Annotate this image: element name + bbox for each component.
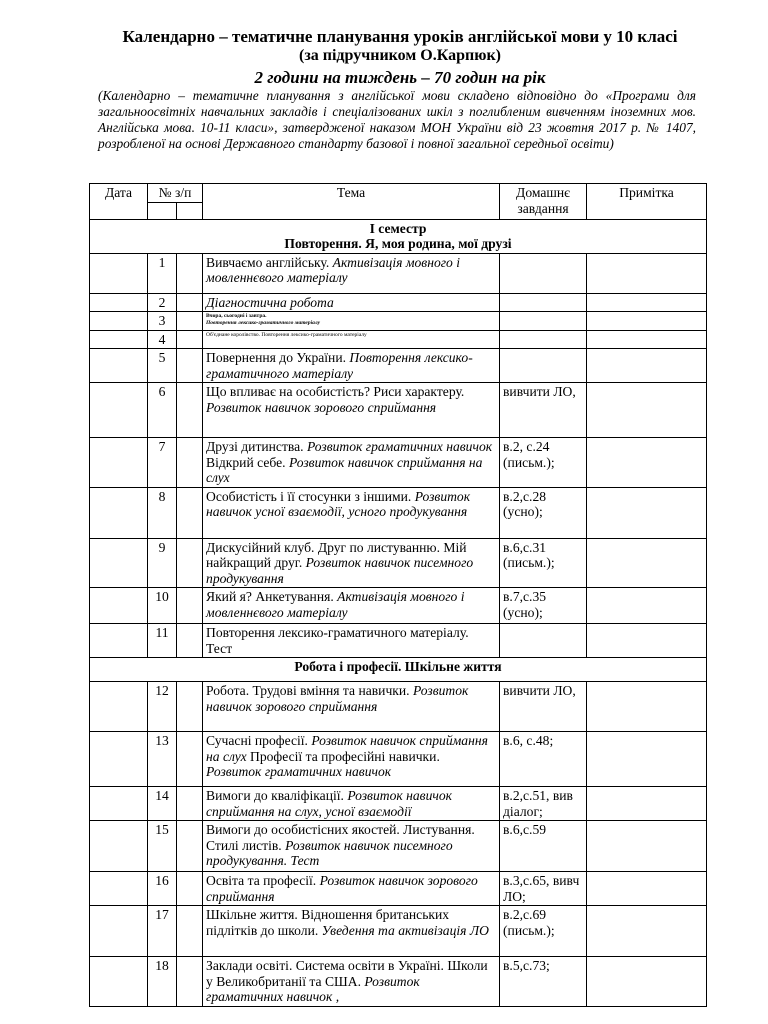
topic-method: Розвиток навичок усної взаємодії, усного продукування xyxy=(206,488,471,519)
topic-method: Активізація мовного і мовленнєвого матеріалу xyxy=(206,589,465,620)
sub-number-cell xyxy=(177,330,203,349)
table-row xyxy=(90,787,707,821)
note-cell xyxy=(587,624,707,658)
topic-text: Освіта та професії. xyxy=(206,873,320,888)
homework-cell xyxy=(500,624,587,658)
header-topic: Тема xyxy=(203,184,500,220)
homework-cell: в.2,с.51, вив діалог; xyxy=(500,787,587,821)
topic-method: Розвиток навичок зорового сприймання xyxy=(206,873,478,904)
intro-paragraph: (Календарно – тематичне планування з англійської мови складено відповідно до «Програми для загальноосвітніх навчальних закладів і спеціалізованих шкіл з поглибленим вивченням іноземних мов. Англійська мова. 10-11 класи», затвердженої наказом МОН України від 23 жовтня 2017 р. № 1407, розробленої на основі Державного стандарту базової і повної загальної середньої освіти) xyxy=(98,88,696,151)
lesson-topic xyxy=(203,487,500,538)
note-cell xyxy=(587,821,707,872)
homework-cell: в.2,с.69 (письм.); xyxy=(500,906,587,957)
date-cell xyxy=(90,538,148,588)
homework-cell: в.3,с.65, вивч ЛО; xyxy=(500,872,587,906)
lesson-topic xyxy=(203,872,500,906)
topic-text: Професії та професійні навички. xyxy=(246,748,440,764)
topic-text: Що впливає на особистість? Риси характеру. xyxy=(206,384,465,399)
date-cell xyxy=(90,957,148,1007)
date-cell xyxy=(90,487,148,538)
homework-cell: в.6, с.48; xyxy=(500,732,587,787)
note-cell xyxy=(587,330,707,349)
homework-cell: в.2,с.28 (усно); xyxy=(500,487,587,538)
header-note: Примітка xyxy=(587,184,707,220)
topic-method: Розвиток навичок сприймання на слух, усної взаємодії xyxy=(206,788,453,819)
table-row xyxy=(90,312,707,331)
topic-method: Повторення лексико-граматичного матеріалу xyxy=(206,350,473,381)
sub-number-cell xyxy=(177,872,203,906)
sub-number-cell xyxy=(177,312,203,331)
topic-method: Розвиток навичок сприймання на слух xyxy=(206,454,483,485)
topic-text: Відкрий себе. xyxy=(206,454,289,470)
lesson-topic xyxy=(203,732,500,787)
topic-method: Активізація мовного і мовленнєвого матеріалу xyxy=(206,254,461,285)
header-num-sub-2 xyxy=(177,202,203,219)
lesson-topic xyxy=(203,821,500,872)
document-subtitle: (за підручником О.Карпюк) xyxy=(299,47,501,64)
lesson-topic xyxy=(203,253,500,293)
homework-cell xyxy=(500,349,587,383)
lesson-topic xyxy=(203,682,500,732)
date-cell xyxy=(90,821,148,872)
topic-method: Діагностична робота xyxy=(206,294,334,310)
topic-text: Особистість і її стосунки з іншими. xyxy=(206,488,415,504)
lesson-topic xyxy=(203,330,500,349)
topic-text: Вимоги до кваліфікації. xyxy=(206,788,348,803)
table-row xyxy=(90,957,707,1007)
topic-method: Розвиток навичок писемного продукування xyxy=(206,555,474,586)
topic-text: Вчора, сьогодні і завтра. xyxy=(206,313,267,319)
lesson-number: 10 xyxy=(148,588,177,624)
sub-number-cell xyxy=(177,538,203,588)
note-cell xyxy=(587,682,707,732)
sub-number-cell xyxy=(177,588,203,624)
lesson-number: 8 xyxy=(148,487,177,538)
sub-number-cell xyxy=(177,682,203,732)
lesson-number: 3 xyxy=(148,312,177,331)
table-row xyxy=(90,438,707,488)
sub-number-cell xyxy=(177,383,203,438)
lesson-topic xyxy=(203,787,500,821)
lesson-number: 12 xyxy=(148,682,177,732)
lesson-number: 15 xyxy=(148,821,177,872)
semester-label: І семестр xyxy=(369,220,427,236)
topic-text: Об'єднане королівство. Повторення лексико-граматичного матеріалу xyxy=(206,331,367,338)
topic-text: Робота. Трудові вміння та навички. xyxy=(206,683,413,698)
note-cell xyxy=(587,487,707,538)
sub-number-cell xyxy=(177,957,203,1007)
note-cell xyxy=(587,312,707,331)
table-row xyxy=(90,906,707,957)
header-homework: Домашнє завдання xyxy=(500,184,587,220)
topic-text: Шкільне життя. Відношення британських підлітків до школи. xyxy=(206,907,450,938)
topic-method: Розвиток навичок зорового сприймання xyxy=(206,399,437,415)
date-cell xyxy=(90,312,148,331)
topic-method: Розвиток навичок зорового сприймання xyxy=(206,683,469,714)
table-row xyxy=(90,349,707,383)
lesson-topic xyxy=(203,349,500,383)
document-title: Календарно – тематичне планування уроків англійської мови у 10 класі xyxy=(122,27,678,46)
topic-method: Розвиток граматичних навичок , xyxy=(206,973,420,1004)
homework-cell xyxy=(500,312,587,331)
table-row xyxy=(90,487,707,538)
table-row xyxy=(90,624,707,658)
date-cell xyxy=(90,349,148,383)
sub-number-cell xyxy=(177,821,203,872)
topic-method: Повторення лексико-граматичного матеріалу xyxy=(206,320,321,326)
topic-text: Який я? Анкетування. xyxy=(206,589,338,604)
table-row xyxy=(90,588,707,624)
topic-method: Розвиток граматичних навичок xyxy=(306,439,493,454)
header-num-sub-1 xyxy=(148,202,177,219)
lesson-number: 18 xyxy=(148,957,177,1007)
sub-number-cell xyxy=(177,787,203,821)
note-cell xyxy=(587,349,707,383)
note-cell xyxy=(587,872,707,906)
note-cell xyxy=(587,293,707,312)
homework-cell xyxy=(500,293,587,312)
date-cell xyxy=(90,293,148,312)
lesson-number: 13 xyxy=(148,732,177,787)
homework-cell xyxy=(500,330,587,349)
homework-cell: в.7,с.35 (усно); xyxy=(500,588,587,624)
homework-cell: в.5,с.73; xyxy=(500,957,587,1007)
note-cell xyxy=(587,538,707,588)
topic-text: Повернення до України. xyxy=(206,350,350,365)
table-row xyxy=(90,821,707,872)
lesson-topic xyxy=(203,588,500,624)
date-cell xyxy=(90,588,148,624)
lesson-topic xyxy=(203,957,500,1007)
topic-text: Друзі дитинства. xyxy=(206,439,307,454)
note-cell xyxy=(587,732,707,787)
sub-number-cell xyxy=(177,349,203,383)
note-cell xyxy=(587,253,707,293)
sub-number-cell xyxy=(177,293,203,312)
homework-cell: в.6,с.59 xyxy=(500,821,587,872)
lesson-number: 2 xyxy=(148,293,177,312)
date-cell xyxy=(90,732,148,787)
table-row xyxy=(90,872,707,906)
header-date: Дата xyxy=(90,184,148,220)
lesson-number: 1 xyxy=(148,253,177,293)
note-cell xyxy=(587,383,707,438)
table-row xyxy=(90,538,707,588)
homework-cell: в.6,с.31 (письм.); xyxy=(500,538,587,588)
lesson-topic xyxy=(203,906,500,957)
homework-cell: вивчити ЛО, xyxy=(500,383,587,438)
date-cell xyxy=(90,438,148,488)
note-cell xyxy=(587,957,707,1007)
sub-number-cell xyxy=(177,906,203,957)
header-num: № з/п xyxy=(148,184,203,203)
homework-cell: в.2, с.24 (письм.); xyxy=(500,438,587,488)
lesson-number: 17 xyxy=(148,906,177,957)
table-row xyxy=(90,383,707,438)
note-cell xyxy=(587,588,707,624)
date-cell xyxy=(90,872,148,906)
table-row xyxy=(90,732,707,787)
lesson-number: 16 xyxy=(148,872,177,906)
topic-text: Дискусійний клуб. Друг по листуванню. Мій найкращий друг. xyxy=(206,539,467,570)
section-title: Робота і професії. Шкільне життя xyxy=(90,658,707,682)
sub-number-cell xyxy=(177,487,203,538)
sub-number-cell xyxy=(177,438,203,488)
hours-per-year: 2 години на тиждень – 70 годин на рік xyxy=(254,68,546,87)
lesson-topic xyxy=(203,383,500,438)
topic-text: Заклади освіті. Система освіти в Україні. Школи у Великобританії та США. xyxy=(206,958,488,989)
table-row xyxy=(90,682,707,732)
lesson-number: 4 xyxy=(148,330,177,349)
section-title: Повторення. Я, моя родина, мої друзі xyxy=(284,236,512,251)
homework-cell xyxy=(500,253,587,293)
sub-number-cell xyxy=(177,253,203,293)
topic-method: Розвиток граматичних навичок xyxy=(206,764,392,779)
date-cell xyxy=(90,787,148,821)
lesson-topic xyxy=(203,624,500,658)
date-cell xyxy=(90,383,148,438)
topic-method: Розвиток навичок сприймання на слух xyxy=(206,733,488,764)
sub-number-cell xyxy=(177,732,203,787)
plan-table xyxy=(89,183,707,1007)
topic-text: Вимоги до особистісних якостей. Листування. Стилі листів. xyxy=(206,822,475,853)
lesson-topic xyxy=(203,312,500,331)
date-cell xyxy=(90,906,148,957)
table-row xyxy=(90,253,707,293)
lesson-number: 14 xyxy=(148,787,177,821)
topic-text: Вивчаємо англійську. xyxy=(206,254,333,270)
table-row xyxy=(90,293,707,312)
topic-method: Уведення та активізація ЛО xyxy=(321,922,489,938)
lesson-number: 5 xyxy=(148,349,177,383)
sub-number-cell xyxy=(177,624,203,658)
lesson-number: 6 xyxy=(148,383,177,438)
homework-cell: вивчити ЛО, xyxy=(500,682,587,732)
date-cell xyxy=(90,330,148,349)
topic-text: Повторення лексико-граматичного матеріалу. Тест xyxy=(206,625,469,656)
date-cell xyxy=(90,253,148,293)
lesson-topic xyxy=(203,438,500,488)
note-cell xyxy=(587,438,707,488)
lesson-number: 11 xyxy=(148,624,177,658)
lesson-number: 9 xyxy=(148,538,177,588)
note-cell xyxy=(587,906,707,957)
section-semester xyxy=(90,219,707,253)
date-cell xyxy=(90,624,148,658)
note-cell xyxy=(587,787,707,821)
topic-method: Розвиток навичок писемного продукування. Тест xyxy=(206,837,453,868)
date-cell xyxy=(90,682,148,732)
lesson-number: 7 xyxy=(148,438,177,488)
table-row xyxy=(90,330,707,349)
topic-text: Сучасні професії. xyxy=(206,733,312,748)
lesson-topic xyxy=(203,538,500,588)
lesson-topic xyxy=(203,293,500,312)
